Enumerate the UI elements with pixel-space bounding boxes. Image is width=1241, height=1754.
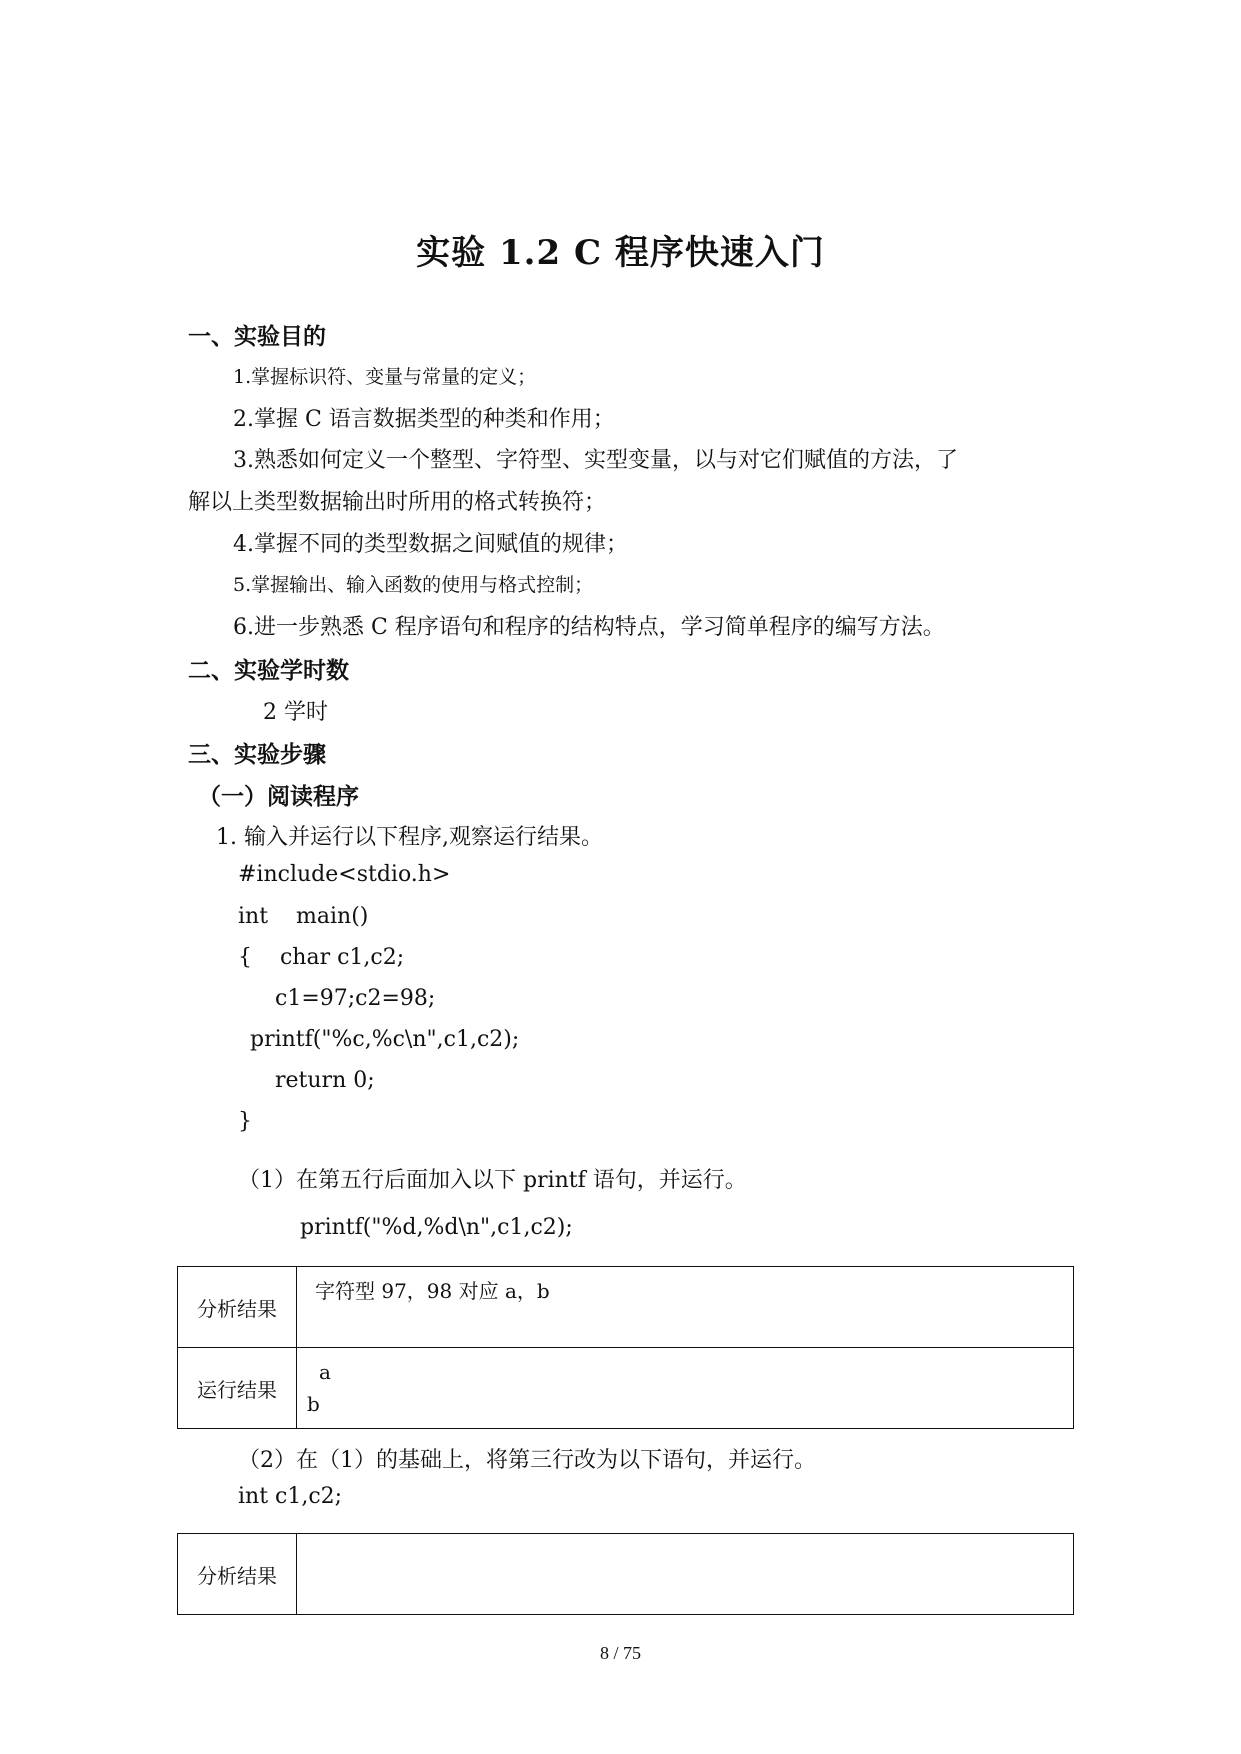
- code-line-main: int main(): [238, 904, 369, 929]
- table1-analysis-label: 分析结果: [178, 1267, 297, 1348]
- run-output-line-2: b: [307, 1392, 320, 1416]
- objective-item-3: 3.熟悉如何定义一个整型、字符型、实型变量，以与对它们赋值的方法，了: [233, 448, 958, 473]
- document-title: 实验 1.2 C 程序快速入门: [416, 233, 825, 273]
- code-line-return: return 0;: [275, 1068, 375, 1093]
- code-line-close-brace: }: [238, 1109, 252, 1134]
- section-heading-steps: 三、实验步骤: [188, 741, 326, 768]
- result-table-1: [177, 1266, 1074, 1429]
- table1-analysis-value: 字符型 97，98 对应 a，b: [297, 1267, 1074, 1348]
- objective-item-2: 2.掌握 C 语言数据类型的种类和作用；: [233, 407, 615, 432]
- hours-value: 2 学时: [263, 700, 328, 725]
- objective-item-1: 1.掌握标识符、变量与常量的定义；: [233, 366, 537, 388]
- code-line-declare: { char c1,c2;: [238, 945, 405, 970]
- step-2-code: int c1,c2;: [238, 1484, 343, 1509]
- section-heading-objectives: 一、实验目的: [188, 323, 326, 350]
- code-line-printf: printf("%c,%c\n",c1,c2);: [250, 1027, 520, 1052]
- code-line-assign: c1=97;c2=98;: [275, 986, 436, 1011]
- step-2-instruction: （2）在（1）的基础上，将第三行改为以下语句，并运行。: [238, 1448, 816, 1473]
- step-1-code: printf("%d,%d\n",c1,c2);: [300, 1215, 573, 1240]
- table2-analysis-value[interactable]: [297, 1534, 1074, 1615]
- objective-item-5: 5.掌握输出、输入函数的使用与格式控制；: [233, 574, 594, 596]
- objective-item-3-continued: 解以上类型数据输出时所用的格式转换符；: [188, 490, 607, 515]
- step-1-instruction: （1）在第五行后面加入以下 printf 语句，并运行。: [238, 1168, 747, 1193]
- code-line-include: #include<stdio.h>: [238, 862, 451, 887]
- table1-run-output: [297, 1348, 1074, 1429]
- subheading-read-program: （一）阅读程序: [198, 783, 359, 810]
- objective-item-6: 6.进一步熟悉 C 程序语句和程序的结构特点，学习简单程序的编写方法。: [233, 615, 945, 640]
- result-table-2: [177, 1533, 1074, 1615]
- table1-run-label: 运行结果: [178, 1348, 297, 1429]
- objective-item-4: 4.掌握不同的类型数据之间赋值的规律；: [233, 532, 628, 557]
- page-number: 8 / 75: [599, 1643, 641, 1663]
- task-1-instruction: 1. 输入并运行以下程序,观察运行结果。: [216, 825, 603, 850]
- section-heading-hours: 二、实验学时数: [188, 657, 349, 684]
- table2-analysis-label: 分析结果: [178, 1534, 297, 1615]
- run-output-line-1: a: [319, 1360, 331, 1384]
